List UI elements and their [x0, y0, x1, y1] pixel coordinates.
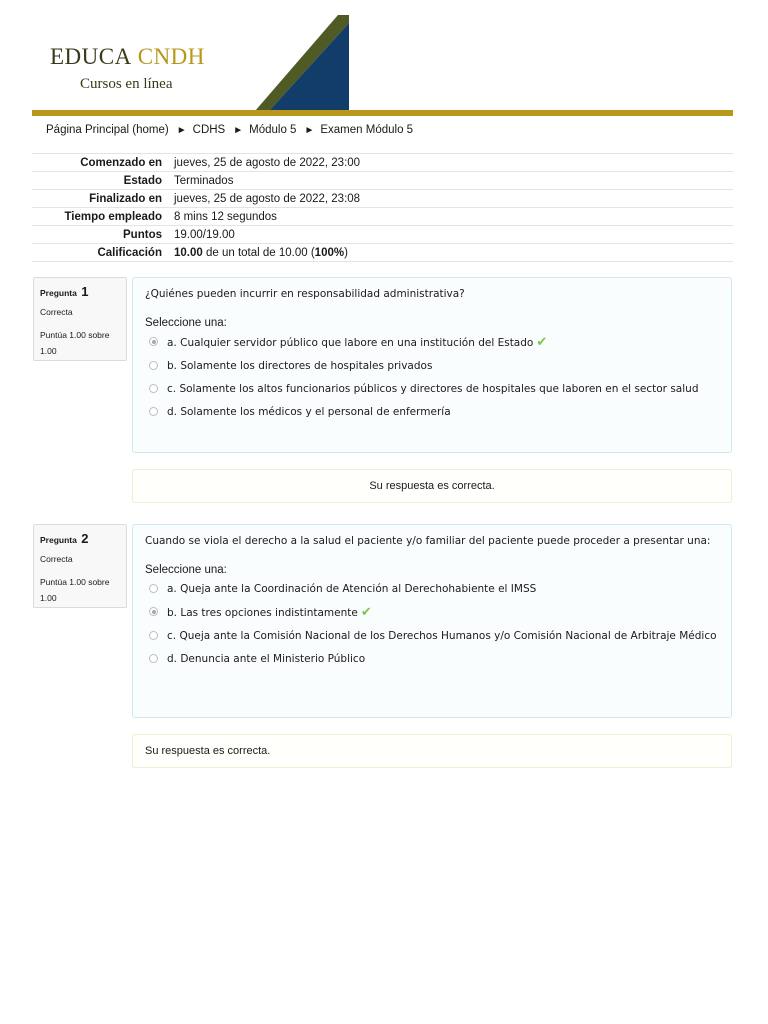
- answer-option-d[interactable]: [145, 651, 719, 668]
- answer-label: c. Solamente los altos funcionarios públicos y directores de hospitales que laboren en el sector salud: [167, 383, 699, 395]
- summary-label: Calificación: [97, 246, 162, 259]
- radio-button[interactable]: [149, 361, 158, 370]
- summary-label: Estado: [123, 174, 162, 187]
- grade-percent: 100%: [314, 246, 345, 259]
- question-content: [132, 524, 732, 718]
- breadcrumb-link-examen[interactable]: Examen Módulo 5: [320, 124, 414, 136]
- summary-grade-value: [174, 244, 733, 262]
- site-logo-text[interactable]: [50, 44, 205, 70]
- summary-value: 8 mins 12 segundos: [174, 210, 277, 223]
- breadcrumb-separator-icon: ►: [233, 125, 244, 136]
- radio-button[interactable]: [149, 584, 158, 593]
- question-number-value: 1: [81, 284, 89, 299]
- logo-word-educa: EDUCA: [50, 44, 132, 69]
- question-info-box: [33, 524, 127, 608]
- summary-row: [32, 244, 733, 262]
- answer-label: a. Queja ante la Coordinación de Atención al Derechohabiente el IMSS: [167, 583, 537, 595]
- question-state: Correcta: [40, 554, 73, 564]
- summary-label: Puntos: [123, 228, 162, 241]
- breadcrumb-separator-icon: ►: [176, 125, 187, 136]
- answer-option-c[interactable]: [145, 628, 719, 645]
- summary-value: jueves, 25 de agosto de 2022, 23:00: [174, 156, 361, 169]
- header-divider: [32, 110, 733, 116]
- site-subtitle: Cursos en línea: [80, 76, 173, 92]
- question-number-label: Pregunta: [40, 288, 77, 298]
- answer-option-c[interactable]: [145, 381, 719, 398]
- answer-prompt: Seleccione una:: [145, 317, 227, 329]
- radio-button[interactable]: [149, 407, 158, 416]
- answer-label: b. Las tres opciones indistintamente: [167, 607, 358, 619]
- answer-option-b[interactable]: [145, 604, 719, 622]
- radio-button[interactable]: [149, 384, 158, 393]
- question-content: [132, 277, 732, 453]
- summary-label: Comenzado en: [80, 156, 162, 169]
- breadcrumb-link-modulo[interactable]: Módulo 5: [249, 124, 297, 136]
- question-grade: Puntúa 1.00 sobre 1.00: [40, 330, 110, 356]
- breadcrumb-link-home[interactable]: Página Principal (home): [46, 124, 169, 136]
- summary-value: Terminados: [174, 174, 234, 187]
- answer-label: c. Queja ante la Comisión Nacional de los Derechos Humanos y/o Comisión Nacional de Arbitraje Médico: [167, 630, 717, 642]
- answer-option-d[interactable]: [145, 404, 719, 421]
- feedback-text: Su respuesta es correcta.: [145, 745, 271, 757]
- question-number-label: Pregunta: [40, 535, 77, 545]
- answer-label: d. Denuncia ante el Ministerio Público: [167, 653, 366, 665]
- answer-option-a[interactable]: [145, 334, 719, 352]
- question-state: Correcta: [40, 307, 73, 317]
- question-info-box: [33, 277, 127, 361]
- answer-prompt: Seleccione una:: [145, 564, 227, 576]
- question-number: [40, 531, 120, 546]
- logo-graphic: [255, 15, 349, 111]
- summary-row: [32, 154, 733, 172]
- feedback-box: [132, 469, 732, 503]
- feedback-text: Su respuesta es correcta.: [369, 480, 495, 492]
- question-grade: Puntúa 1.00 sobre 1.00: [40, 577, 110, 603]
- summary-label: Tiempo empleado: [64, 210, 162, 223]
- grade-total: de un total de 10.00 (: [202, 246, 315, 259]
- radio-button[interactable]: [149, 654, 158, 663]
- breadcrumb-separator-icon: ►: [304, 125, 315, 136]
- answer-option-b[interactable]: [145, 358, 719, 375]
- radio-button[interactable]: [149, 337, 158, 346]
- checkmark-icon: ✔: [536, 335, 548, 350]
- summary-row: [32, 208, 733, 226]
- question-number-value: 2: [81, 531, 89, 546]
- grade-score: 10.00: [174, 246, 203, 259]
- answer-label: a. Cualquier servidor público que labore en una institución del Estado: [167, 337, 534, 349]
- radio-button[interactable]: [149, 607, 158, 616]
- breadcrumb-link-cdhs[interactable]: CDHS: [192, 124, 226, 136]
- answer-option-a[interactable]: [145, 581, 719, 598]
- answer-label: b. Solamente los directores de hospitales privados: [167, 360, 433, 372]
- breadcrumb: [46, 124, 413, 136]
- summary-value: 19.00/19.00: [174, 228, 235, 241]
- logo-word-cndh: CNDH: [137, 44, 205, 69]
- summary-label: Finalizado en: [89, 192, 162, 205]
- summary-value: jueves, 25 de agosto de 2022, 23:08: [174, 192, 361, 205]
- feedback-box: [132, 734, 732, 768]
- summary-row: [32, 190, 733, 208]
- grade-close-paren: ): [344, 246, 348, 259]
- summary-row: [32, 226, 733, 244]
- radio-button[interactable]: [149, 631, 158, 640]
- attempt-summary-table: [32, 153, 733, 262]
- question-text: ¿Quiénes pueden incurrir en responsabilidad administrativa?: [145, 288, 465, 300]
- checkmark-icon: ✔: [360, 605, 372, 620]
- question-number: [40, 284, 120, 299]
- question-text: Cuando se viola el derecho a la salud el paciente y/o familiar del paciente puede proceder a presentar una:: [145, 535, 711, 547]
- summary-row: [32, 172, 733, 190]
- answer-label: d. Solamente los médicos y el personal de enfermería: [167, 406, 451, 418]
